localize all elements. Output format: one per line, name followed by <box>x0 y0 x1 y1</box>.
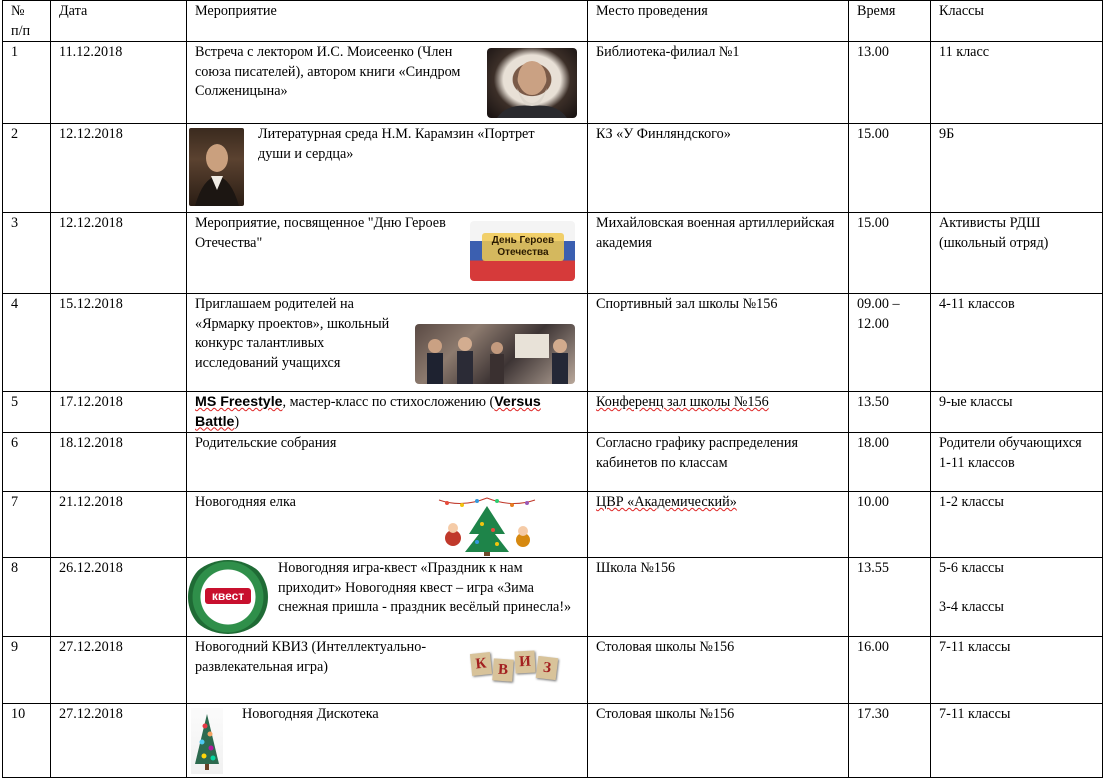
cell-time: 16.00 <box>849 637 931 704</box>
cell-classes: 7-11 классы <box>931 704 1103 778</box>
cell-time: 13.00 <box>849 42 931 124</box>
kviz-block: К <box>470 652 492 676</box>
cell-number: 1 <box>3 42 51 124</box>
cell-number: 4 <box>3 294 51 392</box>
header-time: Время <box>849 1 931 42</box>
header-classes: Классы <box>931 1 1103 42</box>
kvest-badge-label: квест <box>205 588 251 604</box>
cell-classes: 7-11 классы <box>931 637 1103 704</box>
cell-classes: Родители обучающихся 1-11 классов <box>931 433 1103 492</box>
events-table <box>2 0 1103 778</box>
cell-date: 12.12.2018 <box>51 124 187 213</box>
event-text: Встреча с лектором И.С. Моисеенко (Член союза писателей), автором книги «Синдром Солженицына» <box>195 44 461 99</box>
heroes-day-banner-label: День Героев Отечества <box>482 233 564 261</box>
cell-date: 21.12.2018 <box>51 492 187 558</box>
table-row <box>3 213 1103 294</box>
cell-event: Родительские собрания <box>187 433 588 492</box>
header-place: Место проведения <box>588 1 849 42</box>
cell-place: Спортивный зал школы №156 <box>588 294 849 392</box>
cell-number: 10 <box>3 704 51 778</box>
cell-event <box>187 42 588 124</box>
table-row <box>3 637 1103 704</box>
cell-classes: Активисты РДШ (школьный отряд) <box>931 213 1103 294</box>
cell-time: 13.50 <box>849 392 931 433</box>
table-row <box>3 124 1103 213</box>
cell-event <box>187 704 588 778</box>
cell-number: 6 <box>3 433 51 492</box>
kviz-blocks-image <box>469 643 561 693</box>
event-text: MS Freestyle, мастер-класс по стихосложению (Versus Battle) <box>195 394 541 430</box>
cell-place: КЗ «У Финляндского» <box>588 124 849 213</box>
cell-date: 15.12.2018 <box>51 294 187 392</box>
cell-number: 8 <box>3 558 51 637</box>
karamzin-portrait-image <box>189 128 244 206</box>
ms-freestyle-label: MS Freestyle <box>195 394 283 410</box>
kviz-block: З <box>536 656 559 680</box>
header-number: № п/п <box>3 1 51 42</box>
cell-number: 2 <box>3 124 51 213</box>
cell-time: 09.00 – 12.00 <box>849 294 931 392</box>
header-event: Мероприятие <box>187 1 588 42</box>
cell-place: ЦВР «Академический» <box>588 492 849 558</box>
header-date: Дата <box>51 1 187 42</box>
disco-tree-image <box>191 708 223 774</box>
versus-battle-label: Versus Battle <box>195 394 541 430</box>
cell-place: Конференц зал школы №156 <box>588 392 849 433</box>
cell-number: 7 <box>3 492 51 558</box>
cell-classes: 5-6 классы 3-4 классы <box>931 558 1103 637</box>
cell-number: 5 <box>3 392 51 433</box>
cell-number: 3 <box>3 213 51 294</box>
cell-event <box>187 392 588 433</box>
table-row <box>3 42 1103 124</box>
cell-place: Столовая школы №156 <box>588 637 849 704</box>
cell-date: 26.12.2018 <box>51 558 187 637</box>
cell-event <box>187 558 588 637</box>
cell-place: Школа №156 <box>588 558 849 637</box>
event-text: Новогодняя елка <box>195 494 296 510</box>
cell-date: 18.12.2018 <box>51 433 187 492</box>
cell-classes: 1-2 классы <box>931 492 1103 558</box>
table-row <box>3 433 1103 492</box>
cell-time: 15.00 <box>849 213 931 294</box>
table-row <box>3 558 1103 637</box>
cell-event <box>187 637 588 704</box>
cell-number: 9 <box>3 637 51 704</box>
cell-classes: 9Б <box>931 124 1103 213</box>
cell-place: Библиотека-филиал №1 <box>588 42 849 124</box>
cell-event <box>187 492 588 558</box>
table-row <box>3 294 1103 392</box>
cell-date: 27.12.2018 <box>51 637 187 704</box>
cell-classes: 9-ые классы <box>931 392 1103 433</box>
solzhenitsyn-portrait-image <box>487 48 577 118</box>
table-row <box>3 392 1103 433</box>
table-row <box>3 704 1103 778</box>
event-text: Приглашаем родителей на «Ярмарку проектов», школьный конкурс талантливых исследований учащихся <box>195 296 390 371</box>
kviz-block: В <box>492 658 513 681</box>
cell-time: 13.55 <box>849 558 931 637</box>
cell-place: Столовая школы №156 <box>588 704 849 778</box>
cell-date: 12.12.2018 <box>51 213 187 294</box>
cell-classes: 4-11 классов <box>931 294 1103 392</box>
cell-time: 18.00 <box>849 433 931 492</box>
cell-classes: 11 класс <box>931 42 1103 124</box>
event-text: Новогодний КВИЗ (Интеллектуально-развлекательная игра) <box>195 639 427 675</box>
cell-date: 27.12.2018 <box>51 704 187 778</box>
cell-time: 17.30 <box>849 704 931 778</box>
cell-place: Михайловская военная артиллерийская академия <box>588 213 849 294</box>
header-row <box>3 1 1103 42</box>
cell-event <box>187 213 588 294</box>
cell-event <box>187 294 588 392</box>
event-text: Новогодняя Дискотека <box>242 706 379 722</box>
event-text: Новогодняя игра-квест «Праздник к нам приходит» Новогодняя квест – игра «Зима снежная пришла - праздник весёлый принесла!» <box>278 560 572 615</box>
event-text: Литературная среда Н.М. Карамзин «Портрет души и сердца» <box>258 126 535 162</box>
kviz-block: И <box>514 650 535 673</box>
heroes-day-banner-image <box>470 221 575 281</box>
cell-place: Согласно графику распределения кабинетов по классам <box>588 433 849 492</box>
cell-date: 11.12.2018 <box>51 42 187 124</box>
cell-event <box>187 124 588 213</box>
table-row <box>3 492 1103 558</box>
cell-time: 15.00 <box>849 124 931 213</box>
event-text: Мероприятие, посвященное "Дню Героев Отечества" <box>195 215 446 251</box>
kvest-badge-image <box>187 560 272 634</box>
project-fair-photo <box>415 324 575 384</box>
cell-time: 10.00 <box>849 492 931 558</box>
cell-date: 17.12.2018 <box>51 392 187 433</box>
